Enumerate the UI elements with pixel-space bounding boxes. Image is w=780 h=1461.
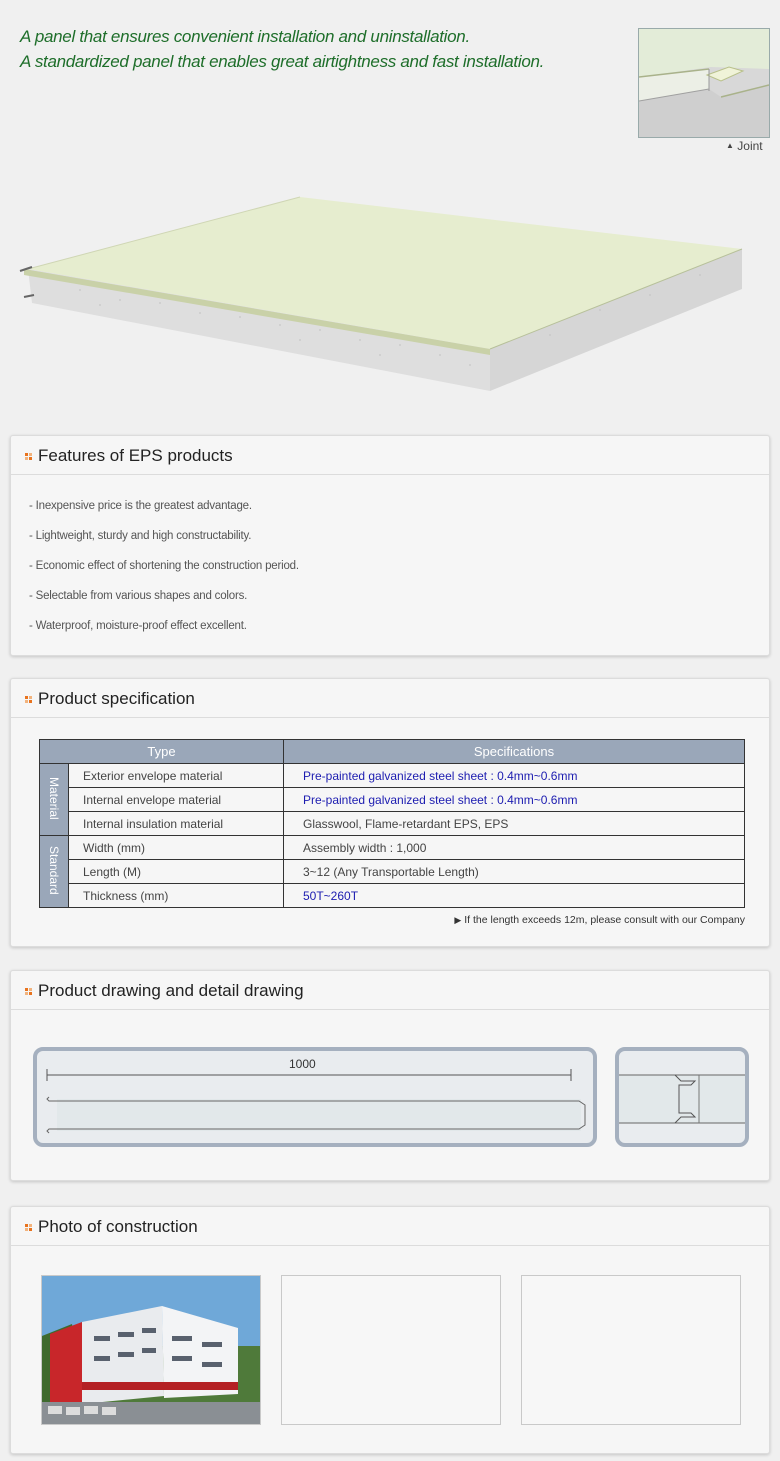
photos-title: Photo of construction [38, 1217, 198, 1236]
table-row [40, 812, 745, 836]
spec-table-header [40, 740, 745, 764]
table-row [40, 836, 745, 860]
features-card [10, 435, 770, 656]
row-type: Internal envelope material [69, 788, 284, 812]
col-type-header: Type [40, 740, 284, 764]
row-value: Glasswool, Flame-retardant EPS, EPS [284, 812, 745, 836]
panel-section-drawing [33, 1047, 597, 1147]
row-type: Thickness (mm) [69, 884, 284, 908]
features-title: Features of EPS products [38, 446, 233, 465]
row-type: Exterior envelope material [69, 764, 284, 788]
features-header [11, 436, 769, 475]
group-material-label: Material [47, 776, 61, 820]
table-row [40, 884, 745, 908]
length-note-text: If the length exceeds 12m, please consult with our Company [464, 914, 745, 926]
group-standard-label: Standard [47, 845, 61, 895]
construction-photo-placeholder[interactable] [521, 1275, 741, 1425]
joint-detail-drawing [615, 1047, 749, 1147]
row-value: 3~12 (Any Transportable Length) [284, 860, 745, 884]
headline-line-1: A panel that ensures convenient installation and uninstallation. [20, 27, 470, 46]
section-bullet-icon [25, 696, 32, 703]
dimension-label: 1000 [289, 1057, 316, 1071]
feature-item: - Economic effect of shortening the construction period. [29, 560, 299, 572]
drawing-card [10, 970, 770, 1181]
photos-card [10, 1206, 770, 1454]
feature-item: - Inexpensive price is the greatest advantage. [29, 500, 252, 512]
headline [20, 24, 544, 74]
feature-item: - Selectable from various shapes and colors. [29, 590, 248, 602]
headline-line-2: A standardized panel that enables great airtightness and fast installation. [20, 52, 545, 71]
photos-header [11, 1207, 769, 1246]
section-bullet-icon [25, 1224, 32, 1231]
row-type: Internal insulation material [69, 812, 284, 836]
group-material [40, 764, 69, 836]
joint-caption [726, 139, 763, 153]
length-note [454, 914, 745, 926]
col-spec-header: Specifications [284, 740, 745, 764]
row-value: Pre-painted galvanized steel sheet : 0.4mm~0.6mm [284, 764, 745, 788]
table-row [40, 764, 745, 788]
triangle-right-icon: ▶ [454, 915, 462, 925]
spec-table [39, 739, 745, 908]
row-value: 50T~260T [284, 884, 745, 908]
row-value: Assembly width : 1,000 [284, 836, 745, 860]
construction-photo-placeholder[interactable] [281, 1275, 501, 1425]
drawing-header [11, 971, 769, 1010]
row-type: Width (mm) [69, 836, 284, 860]
table-row [40, 788, 745, 812]
section-bullet-icon [25, 453, 32, 460]
table-row [40, 860, 745, 884]
feature-item: - Waterproof, moisture-proof effect excellent. [29, 620, 247, 632]
group-standard [40, 836, 69, 908]
row-type: Length (M) [69, 860, 284, 884]
triangle-up-icon: ▲ [726, 141, 734, 150]
feature-item: - Lightweight, sturdy and high constructability. [29, 530, 252, 542]
drawing-title: Product drawing and detail drawing [38, 981, 304, 1000]
section-bullet-icon [25, 988, 32, 995]
joint-detail-image [638, 28, 770, 138]
spec-title: Product specification [38, 689, 195, 708]
row-value: Pre-painted galvanized steel sheet : 0.4mm~0.6mm [284, 788, 745, 812]
eps-panel-illustration [0, 185, 780, 405]
construction-photo[interactable] [41, 1275, 261, 1425]
specification-card [10, 678, 770, 947]
joint-caption-text: Joint [737, 139, 763, 153]
spec-header [11, 679, 769, 718]
